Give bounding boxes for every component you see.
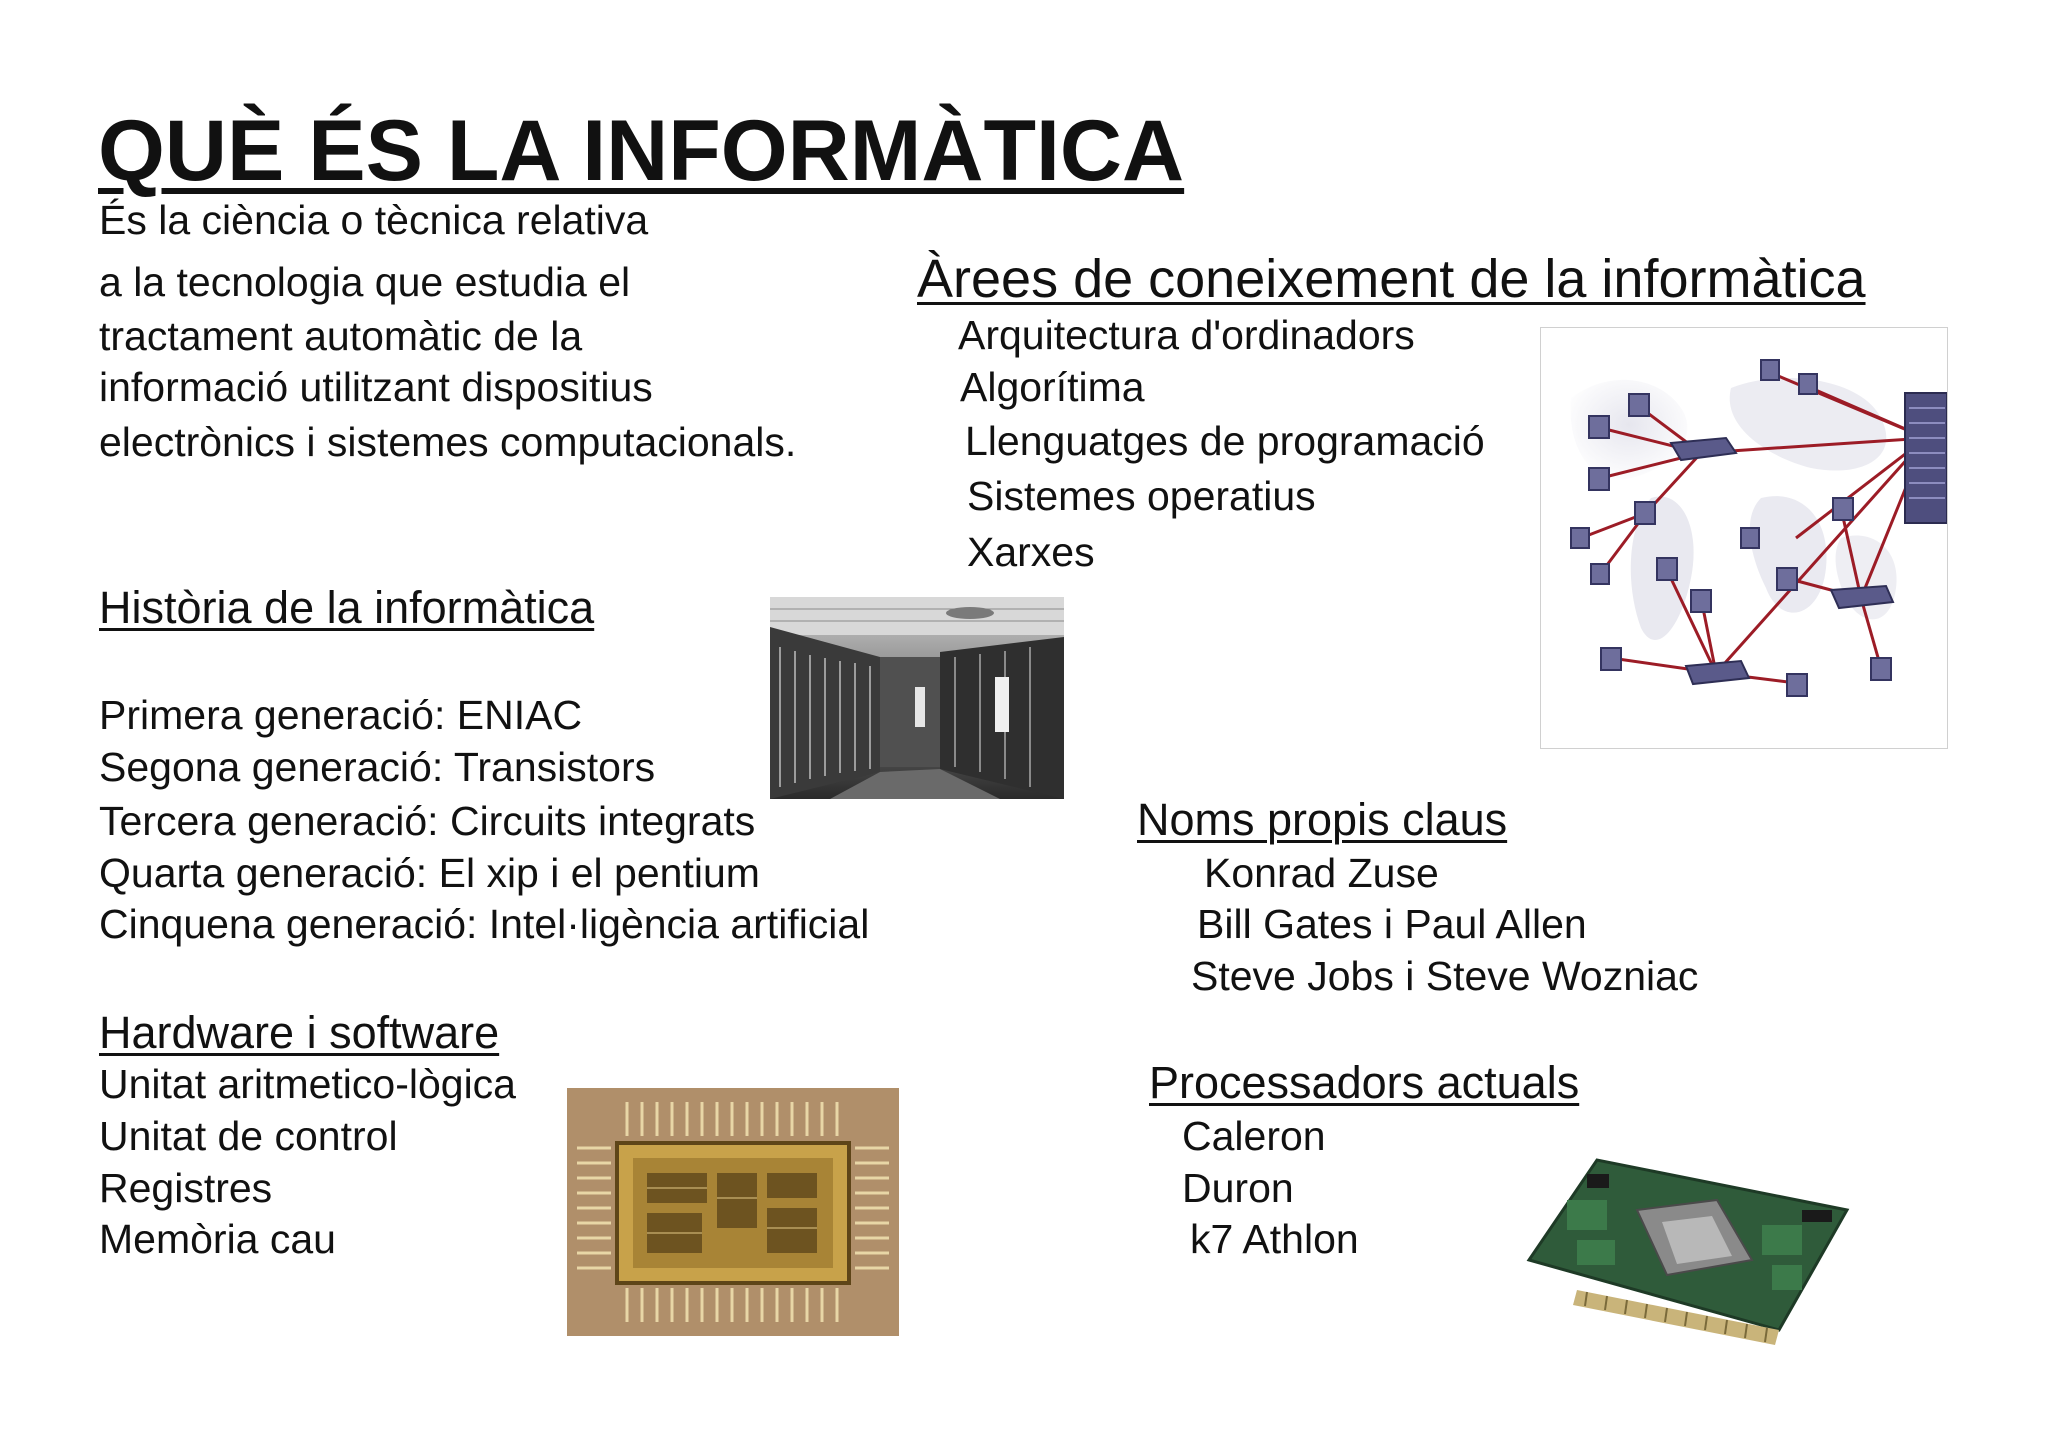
processor-item: k7 Athlon bbox=[1190, 1216, 1359, 1262]
name-item: Steve Jobs i Steve Wozniac bbox=[1191, 953, 1699, 999]
history-heading: Història de la informàtica bbox=[99, 582, 595, 633]
definition-line: informació utilitzant dispositius bbox=[99, 364, 653, 410]
history-item: Segona generació: Transistors bbox=[99, 744, 656, 790]
page-title: QUÈ ÉS LA INFORMÀTICA bbox=[98, 103, 1185, 199]
hardware-item: Unitat de control bbox=[99, 1113, 398, 1159]
hardware-heading: Hardware i software bbox=[99, 1007, 500, 1058]
area-item: Xarxes bbox=[967, 529, 1095, 575]
definition-line: tractament automàtic de la bbox=[99, 313, 583, 359]
area-item: Arquitectura d'ordinadors bbox=[958, 312, 1415, 358]
name-item: Bill Gates i Paul Allen bbox=[1197, 901, 1587, 947]
area-item: Llenguatges de programació bbox=[965, 418, 1485, 464]
areas-heading: Àrees de coneixement de la informàtica bbox=[917, 249, 1866, 309]
processors-heading: Processadors actuals bbox=[1149, 1057, 1580, 1108]
history-item: Tercera generació: Circuits integrats bbox=[99, 798, 756, 844]
names-heading: Noms propis claus bbox=[1137, 794, 1508, 845]
processor-item: Duron bbox=[1182, 1165, 1294, 1211]
history-item: Cinquena generació: Intel·ligència artificial bbox=[99, 901, 870, 947]
definition-line: electrònics i sistemes computacionals. bbox=[99, 419, 797, 465]
hardware-item: Registres bbox=[99, 1165, 273, 1211]
definition-line: a la tecnologia que estudia el bbox=[99, 259, 631, 305]
hardware-item: Unitat aritmetico-lògica bbox=[99, 1061, 516, 1107]
history-item: Quarta generació: El xip i el pentium bbox=[99, 850, 760, 896]
processor-item: Caleron bbox=[1182, 1113, 1326, 1159]
definition-line: És la ciència o tècnica relativa bbox=[99, 197, 649, 243]
eniac-photo bbox=[770, 597, 1064, 799]
hardware-item: Memòria cau bbox=[99, 1216, 336, 1262]
integrated-circuit-die-photo bbox=[567, 1088, 899, 1336]
area-item: Sistemes operatius bbox=[967, 473, 1316, 519]
network-diagram-image bbox=[1540, 327, 1948, 749]
name-item: Konrad Zuse bbox=[1204, 850, 1439, 896]
history-item: Primera generació: ENIAC bbox=[99, 692, 583, 738]
slot-processor-photo bbox=[1517, 1140, 1855, 1372]
area-item: Algorítima bbox=[960, 364, 1145, 410]
